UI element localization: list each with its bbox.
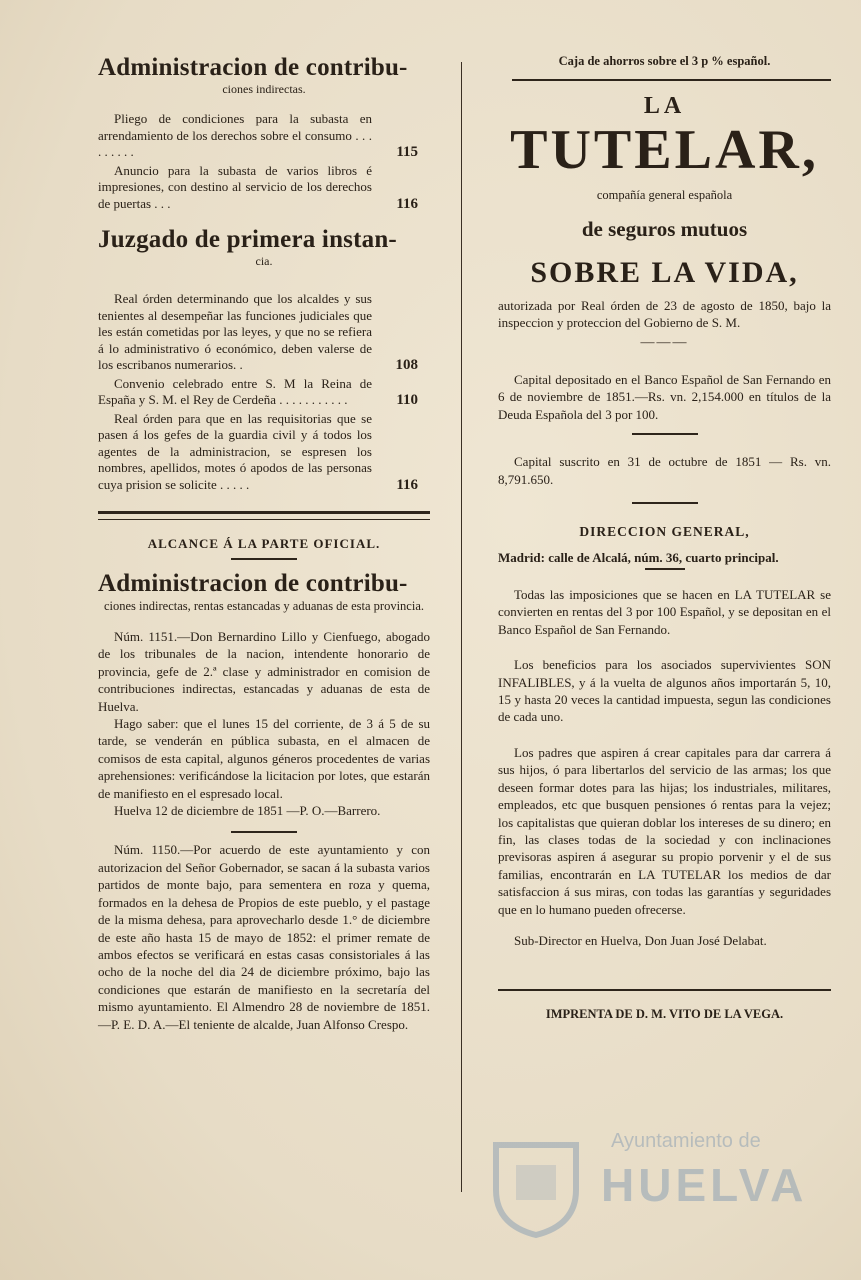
info-paragraph: Los beneficios para los asociados supervivientes SON INFALIBLES, y á la vuelta de algunos años importarán 5, 10, 15 y hasta 20 veces la cantidad impuesta, segun las condiciones de cada uno. bbox=[498, 657, 831, 725]
section-title-juzgado: Juzgado de primera instan- bbox=[98, 226, 397, 253]
right-column bbox=[498, 48, 831, 1022]
notice-signature: Huelva 12 de diciembre de 1851 —P. O.—Barrero. bbox=[114, 803, 381, 819]
info-paragraph: Los padres que aspiren á crear capitales para dar carrera á sus hijos, ó para libertarlos del servicio de las armas; los que deseen formar dotes para las hijas; los industriales, militares, empleados, etc que busquen pensiones ó rentas para la vejez; los capitalistas que quieran doblar los intereses de su dinero; en fin, las clases todas de la sociedad y con inclinaciones previsoras aspiren á asegurar su propio porvenir y el de sus familias, encontrarán en LA TUTELAR los medios de dar satisfaccion á sus miras, con todas las garantías y seguridades que en lo humano pueden ofrecerse. bbox=[498, 744, 831, 917]
top-line: Caja de ahorros sobre el 3 p % español. bbox=[558, 54, 771, 68]
section-title-continuation: ciones indirectas. bbox=[222, 82, 306, 96]
watermark-line-2: HUELVA bbox=[601, 1159, 808, 1211]
index-entry-text: Real órden determinando que los alcaldes y sus tenientes al desempeñar las funciones judiciales que les están cometidas por las leyes, y que no se refiera á lo administrativo ó económico, deben valerse de los escribanos numerarios. . bbox=[98, 291, 372, 372]
ad-seguros: de seguros mutuos bbox=[581, 217, 748, 241]
capital-depositado: Capital depositado en el Banco Español de San Fernando en 6 de noviembre de 1851.—Rs. vn. 2,154.000 en títulos de la Deuda Española del 3 por 100. bbox=[498, 372, 831, 422]
watermark-logo bbox=[481, 1130, 841, 1240]
bottom-rule bbox=[498, 989, 831, 991]
madrid-address: Madrid: calle de Alcalá, núm. 36, cuarto principal. bbox=[498, 550, 779, 566]
capital-block bbox=[498, 453, 831, 488]
direccion-general: DIRECCION GENERAL, bbox=[579, 524, 750, 540]
index-entry-text: Pliego de condiciones para la subasta en arrendamiento de los derechos sobre el consumo . . . . . . . . . bbox=[98, 111, 372, 159]
section-title-continuation: ciones indirectas, rentas estancadas y aduanas de esta provincia. bbox=[103, 599, 424, 613]
page-number: 116 bbox=[396, 476, 418, 493]
dash-separator: ——— bbox=[640, 335, 689, 350]
section-title-administracion: Administracion de contribu- bbox=[98, 54, 408, 81]
info-block bbox=[498, 744, 831, 918]
page-number: 116 bbox=[396, 195, 418, 212]
index-entry-text: Anuncio para la subasta de varios libros é impresiones, con destino al servicio de los derechos de puertas . . . bbox=[98, 162, 372, 211]
watermark-line-1: Ayuntamiento de bbox=[611, 1130, 761, 1152]
notice-paragraph: Núm. 1151.—Don Bernardino Lillo y Cienfuego, abogado de los tribunales de la nacion, intendente honorario de provincia, gefe de 2.ª clase y administrador en comision de contribuciones indirectas, estancadas y aduanas de esta de Huelva. bbox=[98, 629, 430, 714]
page-number: 110 bbox=[396, 392, 418, 408]
notice-paragraph: Hago saber: que el lunes 15 del corriente, de 3 á 5 de su tarde, se venderán en pública subasta, en el almacen de comisos de esta capital, algunos géneros procedentes de varias aprehensiones: verificándose la licitacion por lotes, que estarán de manifiesto en el espresado local. bbox=[98, 716, 430, 801]
ad-autorizada bbox=[498, 298, 831, 331]
sub-director: Sub-Director en Huelva, Don Juan José Delabat. bbox=[514, 932, 767, 948]
index-entry bbox=[98, 291, 430, 374]
index-entry-text: Convenio celebrado entre S. M la Reina de España y S. M. el Rey de Cerdeña . . . . . . . . . . . bbox=[98, 375, 372, 407]
left-column bbox=[98, 48, 430, 1033]
ad-sobre-la-vida: SOBRE LA VIDA, bbox=[530, 256, 799, 289]
double-rule bbox=[98, 511, 430, 520]
short-rule bbox=[231, 558, 297, 560]
page-number: 115 bbox=[396, 144, 418, 160]
notice-paragraph: Núm. 1150.—Por acuerdo de este ayuntamiento y con autorizacion del Señor Gobernador, se sacan á la subasta varios partidos de monte bajo, para sementera en roza y quema, formados en la dehesa de Propios de este pueblo, y el pastage de la misma dehesa, para aprovecharlo desde 1.° de diciembre de este año hasta 15 de mayo de 1852: el primer remate de ambos efectos se verificará en estas casas consistoriales á las ocho de la noche del dia 24 de diciembre próximo, bajo las condiciones que estarán de manifiesto en la secretaría del mismo ayuntamiento. El Almendro 28 de noviembre de 1851.—P. E. D. A.—El teniente de alcalde, Juan Alfonso Crespo. bbox=[98, 842, 430, 1032]
info-block bbox=[498, 932, 831, 949]
autorizada-text: autorizada por Real órden de 23 de agosto de 1850, bajo la inspeccion y proteccion del Gobierno de S. M. bbox=[498, 298, 831, 330]
section-title-administracion-2: Administracion de contribu- bbox=[98, 570, 408, 597]
short-rule bbox=[632, 433, 698, 435]
index-entry bbox=[98, 111, 430, 161]
alcance-heading: ALCANCE Á LA PARTE OFICIAL. bbox=[147, 536, 381, 551]
short-rule bbox=[231, 831, 297, 833]
index-entry bbox=[98, 376, 430, 409]
index-entry bbox=[98, 411, 430, 494]
capital-suscrito: Capital suscrito en 31 de octubre de 1851 — Rs. vn. 8,791.650. bbox=[498, 454, 831, 487]
page-number: 108 bbox=[395, 357, 418, 373]
section-title-continuation: cia. bbox=[255, 254, 273, 268]
column-divider bbox=[461, 62, 462, 1192]
short-rule bbox=[645, 568, 685, 570]
info-block bbox=[498, 656, 831, 726]
imprenta-line: IMPRENTA DE D. M. VITO DE LA VEGA. bbox=[545, 1007, 784, 1022]
index-entry-text: Real órden para que en las requisitorias que se pasen á los gefes de la guardia civil y á todos los agentes de la administracion, se espresen los nombres, apellidos, motes ó apodos de las personas cuya prision se solicite . . . . . bbox=[98, 410, 372, 492]
short-rule bbox=[632, 502, 698, 504]
ad-la: LA bbox=[643, 93, 686, 119]
info-paragraph: Todas las imposiciones que se hacen en LA TUTELAR se convierten en rentas del 3 por 100 Español, y se depositan en el Banco Español de San Fernando. bbox=[498, 587, 831, 637]
ad-compania: compañía general española bbox=[596, 188, 733, 202]
top-rule bbox=[512, 79, 831, 81]
capital-block bbox=[498, 371, 831, 423]
info-block bbox=[498, 586, 831, 638]
shield-icon bbox=[481, 1130, 591, 1240]
index-entry bbox=[98, 163, 430, 213]
ad-title-tutelar: TUTELAR, bbox=[510, 119, 819, 181]
